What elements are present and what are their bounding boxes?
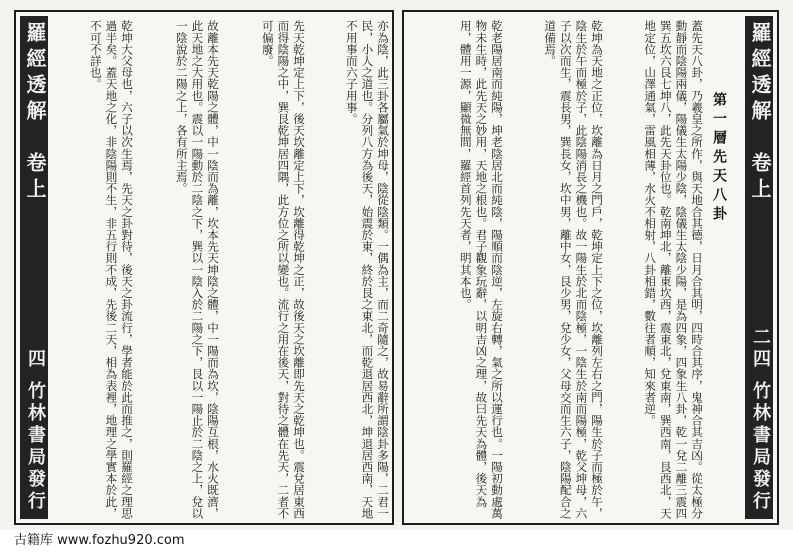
- right-header-publisher: 二四 竹林書局發行: [750, 326, 771, 513]
- site-watermark-footer: 古籍库 www.fozhu920.com: [0, 530, 793, 552]
- right-paragraph-1: 蓋先天八卦，乃羲皇之所作，與天地合其德，日月合其明，四時合其序，鬼神合其吉凶。從太極分動靜而陰陽兩儀，陽儀生太陽少陰，陰儀生太陰少陽，是為四象，四象生八卦，乾一兌二離三震四巽五坎六艮七坤八，此先天卦位也。乾南坤北，離東坎西，震東北，兌東南，巽西南，艮西北，天地定位，山澤通氣，雷風相薄，水火不相射，八卦相錯，數往者順，知來者逆。: [643, 20, 704, 519]
- left-paragraph-1: 亦為陰，此三卦各屬氣於坤母，陰從陰類。一偶為主，而二奇隨之，故易辭所謂陰卦多陽，二君一民，小人之道也。分列八方為後天，始震於東，終於艮之東北，而乾退居西北，坤退居西南，天地不用事而六子用事。: [344, 20, 390, 519]
- left-paragraph-2: 先天乾坤定上下，後天坎離定上下，坎離得乾坤之正，故後天之坎離即先天之乾坤也。震兌居東西而得陰陽之中，巽艮乾坤居四隅，此方位之所以變也。流行之用在後天，對待之體在先天，二者不可偏廢。: [260, 20, 306, 519]
- left-page-header-band: [20, 16, 48, 519]
- left-paragraph-3: 故離本先天乾陽之體，中一陰而為離，坎本先天坤陰之體，中一陽而為坎，陰陽互根，水火既濟，此天地之大用也。震以一陽動於二陰之下，巽以一陰入於二陽之下，艮以一陽止於二陰之上，兌以一陰說於二陽之上，各有所主焉。: [174, 20, 220, 519]
- right-page: [402, 10, 779, 525]
- left-page: [14, 10, 394, 525]
- left-header-title: 羅經透解 卷上: [23, 22, 47, 204]
- right-header-title: 羅經透解 卷上: [748, 22, 772, 204]
- left-header-publisher: 四 竹林書局發行: [25, 348, 46, 513]
- right-paragraph-2: 乾坤為天地之正位，坎離為日月之門戶，乾坤定上下之位，坎離列左右之門，陽生於子而極於午，陰生於午而極於子，此陰陽消長之機也。故一陽生於北而陰極，一陰生於南而陽極，乾父坤母，六子以次而生，震長男，巽長女，坎中男，離中女，艮少男，兌少女，父母交而生六子，陰陽配合之道備焉。: [543, 20, 604, 519]
- section-heading: 第一層先天八卦: [711, 92, 727, 225]
- left-paragraph-4: 乾坤大父母也，六子以次生焉，先天之卦對待，後天之卦流行，學者能於此而推之，則羅經之理思過半矣。蓋天地之化，非陰陽則不生，非五行則不成，先後二天，相為表裡，地理之學實本於此，不可不詳也。: [88, 20, 134, 519]
- right-page-header-band: [745, 16, 773, 519]
- right-paragraph-3: 乾老陽居南而純陽，坤老陰居北而純陰，陽順而陰逆，左旋右轉，氣之所以運行也。一陽初動處萬物未生時，此先天之妙用，天地之根也。君子觀象玩辭，以明吉凶之理，故曰先天為體，後天為用，體用一源，顯微無間，羅經首列先天者，明其本也。: [458, 20, 504, 519]
